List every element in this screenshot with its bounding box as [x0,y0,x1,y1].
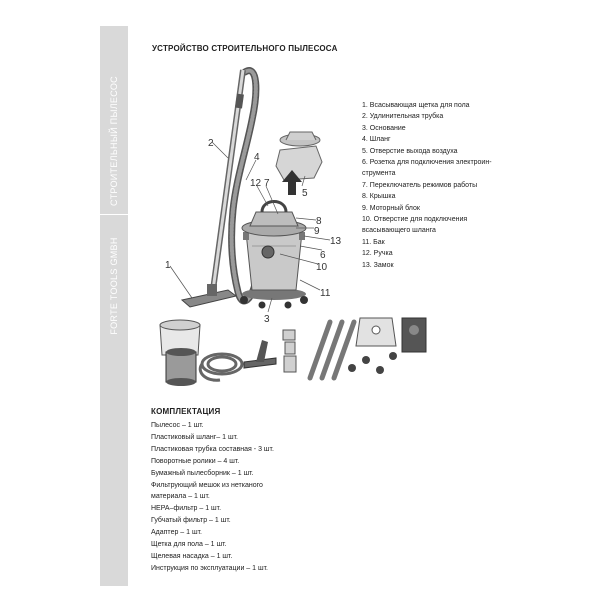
kit-heading: КОМПЛЕКТАЦИЯ [151,407,221,416]
callout-8: 8 [316,216,322,227]
callout-6: 6 [320,250,326,261]
kit-item: Щелевая насадка – 1 шт. [151,552,233,560]
legend-item: 9. Моторный блок [362,204,420,212]
legend-item: 1. Всасывающая щетка для пола [362,102,470,109]
casters-image [348,352,397,374]
legend-item: 8. Крышка [362,193,396,201]
callout-4: 4 [254,152,260,163]
legend-item: 2. Удлинительная трубка [362,113,444,121]
legend-item: 10. Отверстие для подключения [362,216,468,224]
kit-item: Пластиковая трубка составная - 3 шт. [151,445,274,453]
kit-item: Бумажный пылесборник – 1 шт. [151,469,254,477]
hose-coil-image [200,354,242,380]
kit-item: Щетка для пола – 1 шт. [151,541,227,549]
legend-item: всасывающего шланга [362,227,436,235]
kit-item: Пластиковый шланг– 1 шт. [151,433,238,441]
kit-item: Адаптер – 1 шт. [151,529,202,537]
callout-13: 13 [330,236,342,247]
vacuum-body-illustration [240,202,308,309]
legend-item: 4. Шланг [362,136,391,144]
callout-7: 7 [264,178,270,189]
legend-item: 11. Бак [362,238,385,246]
kit-item: Пылесос – 1 шт. [151,422,204,429]
sidebar-brand: FORTE TOOLS GMBH [109,237,119,335]
parts-legend [362,100,562,271]
brush-nozzle-image [244,340,276,368]
legend-item: 3. Основание [362,124,406,132]
legend-item: струмента [362,170,396,178]
accessories-illustration [160,318,426,386]
adapters-image [283,330,296,372]
legend-item: 13. Замок [362,261,394,269]
callout-9: 9 [314,226,320,237]
callout-5: 5 [302,188,308,199]
kit-list [151,420,331,575]
kit-item: Инструкция по эксплуатации – 1 шт. [151,564,268,572]
callout-2: 2 [208,138,214,149]
callout-3: 3 [264,314,270,325]
legend-item: 6. Розетка для подключения электроин- [362,159,492,167]
kit-item: Фильтрующий мешок из нетканого [151,481,263,489]
callout-1: 1 [165,260,171,271]
legend-item: 5. Отверстие выхода воздуха [362,147,458,155]
kit-item: материала – 1 шт. [151,493,210,501]
callout-12: 12 [250,178,262,189]
legend-item: 12. Ручка [362,250,393,258]
callout-10: 10 [316,262,328,273]
kit-item: Поворотные ролики – 4 шт. [151,457,240,465]
hepa-filter-image [166,352,196,382]
kit-item: Губчатый фильтр – 1 шт. [151,517,231,525]
motor-block-illustration [276,132,322,180]
page-title: УСТРОЙСТВО СТРОИТЕЛЬНОГО ПЫЛЕСОСА [152,44,338,53]
sidebar-title: СТРОИТЕЛЬНЫЙ ПЫЛЕСОС [109,76,119,206]
tubes-image [310,322,354,378]
callout-11: 11 [320,288,331,299]
kit-item: НЕРА–фильтр – 1 шт. [151,505,222,513]
legend-item: 7. Переключатель режимов работы [362,181,478,189]
